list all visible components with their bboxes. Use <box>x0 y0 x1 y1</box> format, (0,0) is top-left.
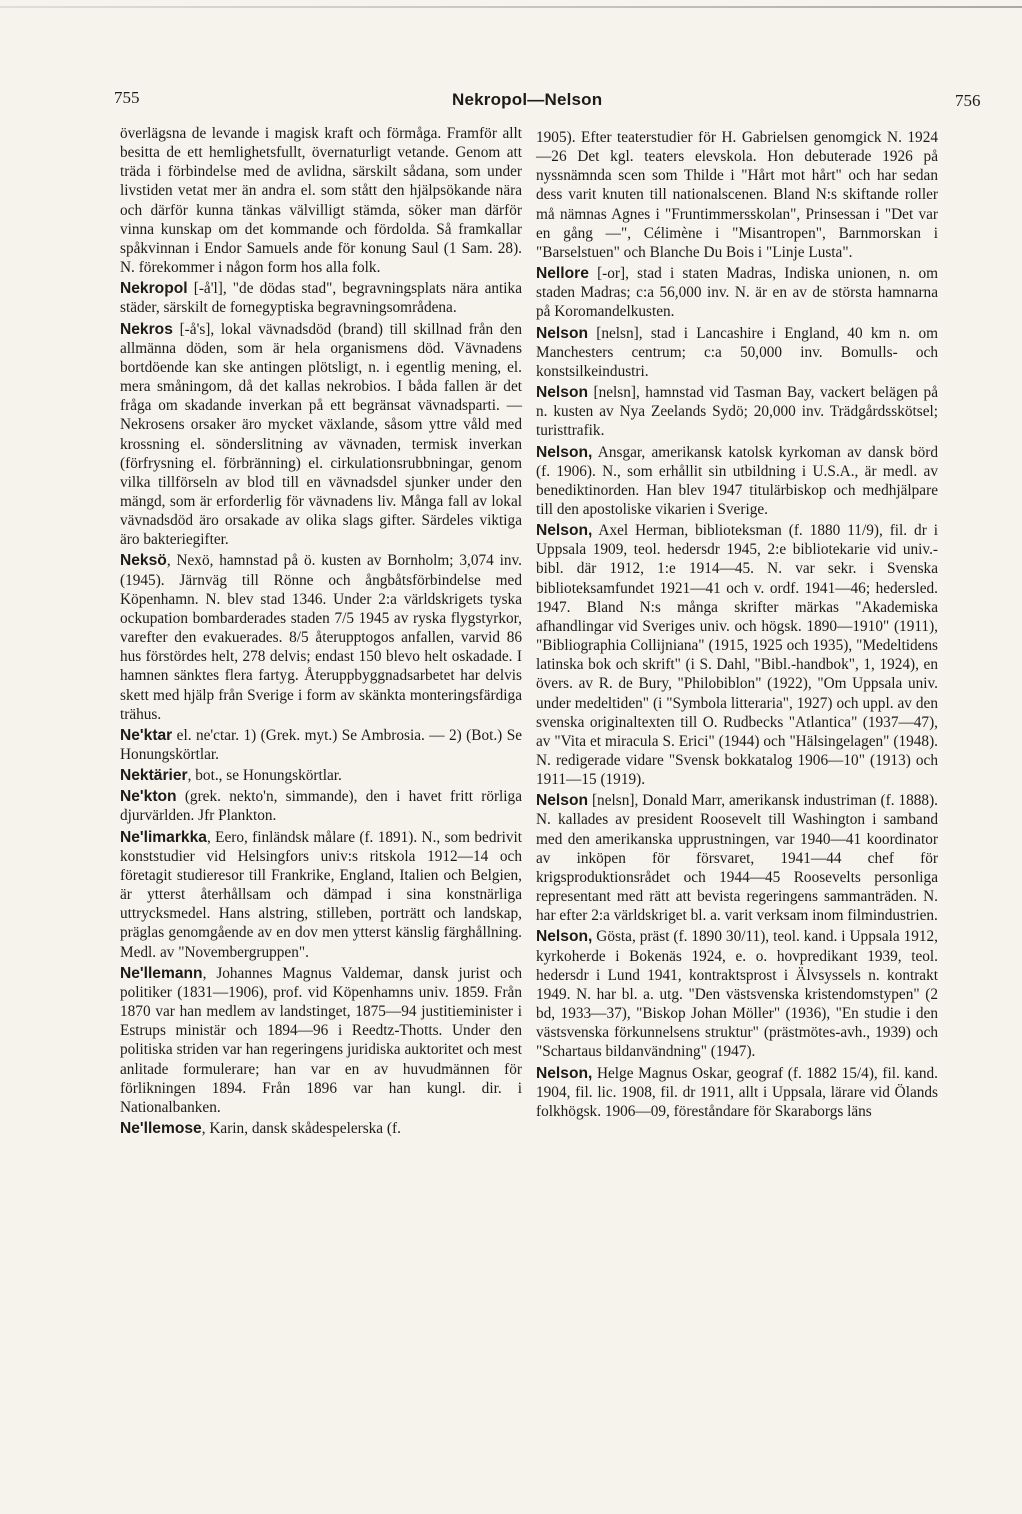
entry-text: Helge Magnus Oskar, geograf (f. 1882 15/4), fil. kand. 1904, fil. lic. 1908, fil. dr 1911, allt i Uppsala, lärare vid Ölands folkhögsk. 1906—09, föreståndare för Skaraborgs läns <box>536 1064 938 1120</box>
encyclopedia-entry <box>120 787 522 825</box>
entry-text: 1905). Efter teaterstudier för H. Gabrielsen genomgick N. 1924—26 Det kgl. teaters elevskola. Hon debuterade 1926 på nyssnämnda scen som Thilde i "Hårt mot hårt" och har sedan dess varit knuten till nationalscenen. Bland N:s skiftande roller må nämnas Agnes i "Fruntimmersskolan", Prinsessan i "Det var en gång —", Célimène i "Misantropen", Barnmorskan i "Barselstuen" och Blanche Du Bois i "Linje Lusta". <box>536 129 938 261</box>
encyclopedia-entry <box>536 791 938 925</box>
entry-text: [nelsn], stad i Lancashire i England, 40 km n. om Manchesters centrum; c:a 50,000 inv. Bomulls- och konstsilkeindustri. <box>536 324 938 380</box>
entry-headword: Neksö <box>120 552 167 570</box>
entry-text: [-or], stad i staten Madras, Indiska unionen, n. om staden Madras; c:a 56,000 inv. N. är en av de största hamnarna på Koromandelkusten. <box>536 265 938 321</box>
entry-text: , bot., se Honungskörtlar. <box>187 767 342 785</box>
encyclopedia-entry <box>536 324 938 381</box>
entry-text: [-å'l], "de dödas stad", begravningsplats nära antika städer, särskilt de fornegyptiska begravningsområdena. <box>120 280 522 317</box>
entry-text: Gösta, präst (f. 1890 30/11), teol. kand. i Uppsala 1912, kyrkoherde i Bokenäs 1924, e. o. hovpredikant 1939, teol. hedersdr i Lund 1941, kontraktsprost i Älvsyssels n. kontrakt 1949. N. har bl. a. utg. "Den västsvenska kristendomstypen" (2 bd, 1933—37), "Biskop Johan Möller" (1936), "En studie i den västsvenska förkunnelsens struktur" (prästmötes-avh., 1939) och "Schartaus bildanvändning" (1947). <box>536 928 938 1061</box>
encyclopedia-entry <box>120 320 522 550</box>
encyclopedia-entry <box>120 124 522 277</box>
entry-text: Axel Herman, biblioteksman (f. 1880 11/9), fil. dr i Uppsala 1909, teol. hedersdr 1945, 2:e bibliotekarie vid univ.-bibl. där 1912, 1:e 1914—45. N. var sekr. i Svenska biblioteksamfundet 1921—41 och v. ordf. 1941—46; hedersled. 1947. Bland N:s många skrifter märkas "Akademiska afhandlingar vid Sveriges univ. och högsk. 1890—1910" (1911), "Bibliographia Collijniana" (1915, 1925 och 1935), "Medeltidens latinska bok och skrift" (i S. Dahl, "Bibl.-handbok", 1, 1924), en övers. av R. de Bury, "Philobiblon" (1922), "Om Uppsala univ. under medeltiden" (i "Symbola litteraria", 1927) och uppl. av den svenska originaltexten till O. Rudbecks "Atlantica" (1937—47), av "Vita et miracula S. Erici" (1944) och "Hälsingelagen" (1948). N. redigerade vidare "Svensk bokkatalog 1906—10" (1913) och 1911—15 (1919). <box>536 522 938 789</box>
entry-headword: Nelson <box>536 792 588 810</box>
entry-headword: Ne'ktar <box>120 726 173 744</box>
encyclopedia-entry <box>536 521 938 789</box>
encyclopedia-entry <box>120 766 522 785</box>
entry-text: (grek. nekto'n, simmande), den i havet fritt rörliga djurvärlden. Jfr Plankton. <box>120 788 522 825</box>
encyclopedia-entry <box>536 1064 938 1121</box>
entry-headword: Nelson <box>536 384 588 402</box>
entry-text: [nelsn], hamnstad vid Tasman Bay, vackert belägen på n. kusten av Nya Zeelands Sydö; 20,000 inv. Trädgårdsskötsel; turisttrafik. <box>536 384 938 440</box>
left-column <box>120 124 522 1140</box>
encyclopedia-entry <box>536 264 938 321</box>
encyclopedia-entry <box>536 443 938 520</box>
entry-headword: Nektärier <box>120 767 188 785</box>
entry-headword: Ne'llemose <box>120 1119 202 1137</box>
encyclopedia-entry <box>536 927 938 1061</box>
encyclopedia-entry <box>120 726 522 764</box>
entry-text: [-å's], lokal vävnadsdöd (brand) till skillnad från den allmänna döden, som är hela organismens död. Vävnadens bortdöende kan ske antingen plötsligt, n. i egentlig mening, el. mera småningom, då det kallas nekrobios. I båda fallen är det fråga om skadande inverkan på ett begränsat vävnadsparti. — Nekrosens orsaker äro mycket växlande, såsom yttre våld med krossning el. sönderslitning av vävnaden, termisk inverkan (förfrysning el. förbränning) el. cirkulationsrubbningar, genom vilka tillförseln av blod till en vävnadsdel sjunker under den mängd, som är erforderlig för vävnadens liv. Många fall av lokal vävnadsdöd äro orsakade av olika slags gifter. Särdeles viktiga äro bakteriegifter. <box>120 320 522 549</box>
page-header <box>0 88 1022 118</box>
entry-headword: Ne'limarkka <box>120 828 207 846</box>
entry-headword: Nekros <box>120 320 173 338</box>
encyclopedia-entry <box>120 1119 522 1138</box>
entry-text: , Eero, finländsk målare (f. 1891). N., som bedrivit konststudier vid Helsingfors univ:s ritskola 1912—14 och företagit studieresor till Frankrike, England, Italien och Belgien, är ytterst återhållsam och dämpad i sina konstnärliga uttrycksmedel. Hans alstring, stilleben, porträtt och landskap, präglas genomgående av en dov men ytterst känslig färghållning. Medl. av "Novembergruppen". <box>120 828 522 961</box>
entry-text: , Nexö, hamnstad på ö. kusten av Bornholm; 3,074 inv. (1945). Järnväg till Rönne och ångbåtsförbindelse med Köpenhamn. N. blev stad 1346. Under 2:a världskrigets tyska ockupation bombarderades staden 7/5 1945 av ryska flygstyrkor, varefter den evakuerades. 8/5 återupptogos anfallen, varvid 86 hus förstördes helt, 278 delvis; endast 150 blevo helt oskadade. I hamnen sänktes flera fartyg. Återuppbyggnadsarbetet har delvis skett med hjälp från Sverige i form av skänkta monteringsfärdiga trähus. <box>120 552 522 723</box>
encyclopedia-entry <box>536 383 938 440</box>
running-title: Nekropol—Nelson <box>452 90 603 109</box>
entry-text: , Johannes Magnus Valdemar, dansk jurist och politiker (1831—1906), prof. vid Köpenhamns univ. 1859. Från 1870 var han medlem av landstinget, 1875—94 justitieminister i Estrups ministär och 1894—96 i Reedtz-Thotts. Under den politiska striden var han regeringens juridiska auktoritet och mest anlitade formulerare; han var en av huvudmännen för förlikningen 1894. Från 1896 var han kungl. dir. i Nationalbanken. <box>120 964 522 1116</box>
entry-text: [nelsn], Donald Marr, amerikansk industriman (f. 1888). N. kallades av president Roosevelt till Washington i samband med den amerikanska upprustningen, var 1940—41 koordinator av inköpen för försvaret, 1941—44 chef för krigsproduktionsrådet och 1944—45 Roosevelts personliga representant med rätt att bevista regeringens sammanträden. N. har efter 2:a världskriget bl. a. varit verksam inom filmindustrien. <box>536 792 938 925</box>
entry-headword: Nelson, <box>536 522 593 540</box>
entry-headword: Ne'llemann <box>120 964 203 982</box>
entry-headword: Nelson, <box>536 1064 593 1082</box>
entry-text: , Karin, dansk skådespelerska (f. <box>201 1119 401 1137</box>
encyclopedia-entry <box>120 279 522 317</box>
entry-headword: Nelson <box>536 324 588 342</box>
entry-headword: Nelson, <box>536 443 593 461</box>
entry-text: el. ne'ctar. 1) (Grek. myt.) Se Ambrosia. — 2) (Bot.) Se Honungskörtlar. <box>120 726 522 763</box>
entry-text: Ansgar, amerikansk katolsk kyrkoman av dansk börd (f. 1906). N., som erhållit sin utbildning i U.S.A., är medl. av benediktinorden. Han blev 1947 titulärbiskop och medhjälpare till den apostoliske vikarien i Sverige. <box>536 443 938 518</box>
entry-headword: Nekropol <box>120 280 188 298</box>
page-number-left: 755 <box>114 88 140 107</box>
page-number-right: 756 <box>955 91 981 110</box>
encyclopedia-entry <box>120 551 522 723</box>
entry-headword: Ne'kton <box>120 788 177 806</box>
entry-headword: Nelson, <box>536 928 593 946</box>
top-rule <box>0 6 1022 8</box>
entry-headword: Nellore <box>536 265 589 283</box>
right-column <box>536 128 938 1123</box>
entry-text: överlägsna de levande i magisk kraft och förmåga. Framför allt besitta de ett hemlighetsfullt, övernaturligt vetande. Genom att träda i förbindelse med de avlidna, särskilt sådana, som under livstiden vetat mer än andra el. som stått den hjälpsökande nära och därför kunna tänkas välvilligt stämda, söker man därför vinna kunskap om det kommande och fördolda. Så framkallar spåkvinnan i Endor Samuels ande för konung Saul (1 Sam. 28). N. förekommer i någon form hos alla folk. <box>120 125 522 277</box>
encyclopedia-entry <box>120 828 522 962</box>
encyclopedia-entry <box>536 128 938 262</box>
encyclopedia-entry <box>120 964 522 1117</box>
